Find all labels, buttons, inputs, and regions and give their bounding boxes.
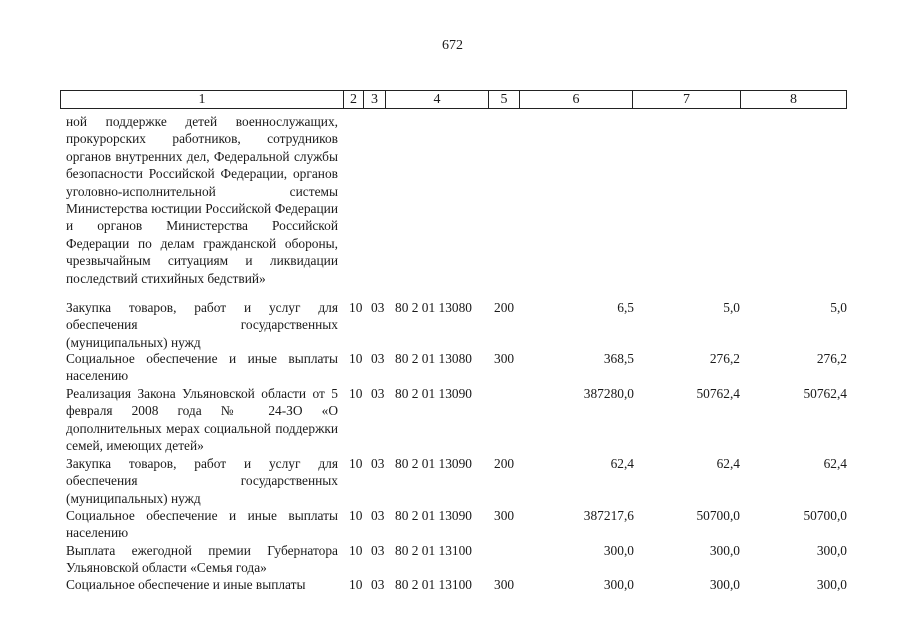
column-header-1: 1 [61,91,344,108]
column-header-4: 4 [386,91,489,108]
row-name: Реализация Закона Ульяновской области от 5 февраля 2008 года № 24-ЗО «О дополнительных мерах социальной поддержки семей, имеющих детей» [66,386,338,454]
cell-amount-col8: 300,0 [816,577,847,592]
cell-section: 10 [349,386,363,401]
cell-section: 10 [349,456,363,471]
cell-subsection: 03 [371,508,385,523]
row-name: Закупка товаров, работ и услуг для обеспечения государственных (муниципальных) нужд [66,300,338,350]
cell-section: 10 [349,577,363,592]
cell-target-code: 80 2 01 13080 [395,300,472,315]
column-header-2: 2 [344,91,364,108]
cell-expense-type: 200 [494,300,515,315]
cell-target-code: 80 2 01 13090 [395,386,472,401]
cell-subsection: 03 [371,386,385,401]
cell-amount-col7: 50762,4 [696,386,740,401]
cell-section: 10 [349,508,363,523]
cell-amount-col7: 50700,0 [696,508,740,523]
cell-target-code: 80 2 01 13080 [395,351,472,366]
cell-target-code: 80 2 01 13100 [395,577,472,592]
cell-amount-col8: 5,0 [830,300,847,315]
cell-target-code: 80 2 01 13090 [395,456,472,471]
row-name: Социальное обеспечение и иные выплаты [66,577,306,592]
cell-amount-col6: 300,0 [603,543,634,558]
column-header-6: 6 [520,91,633,108]
cell-amount-col6: 387280,0 [583,386,634,401]
cell-section: 10 [349,300,363,315]
cell-amount-col7: 300,0 [709,543,740,558]
cell-subsection: 03 [371,577,385,592]
cell-target-code: 80 2 01 13100 [395,543,472,558]
row-name: Социальное обеспечение и иные выплаты населению [66,351,338,384]
cell-amount-col7: 62,4 [716,456,740,471]
cell-amount-col6: 368,5 [603,351,634,366]
cell-subsection: 03 [371,456,385,471]
cell-amount-col7: 300,0 [709,577,740,592]
row-name: Социальное обеспечение и иные выплаты населению [66,508,338,541]
cell-amount-col8: 300,0 [816,543,847,558]
column-header-5: 5 [489,91,520,108]
cell-amount-col7: 276,2 [709,351,740,366]
cell-amount-col6: 6,5 [617,300,634,315]
table-header [60,90,847,109]
cell-target-code: 80 2 01 13090 [395,508,472,523]
page-number: 672 [442,38,463,53]
row-name: Закупка товаров, работ и услуг для обеспечения государственных (муниципальных) нужд [66,456,338,506]
cell-subsection: 03 [371,300,385,315]
cell-expense-type: 300 [494,351,515,366]
cell-amount-col6: 387217,6 [583,508,634,523]
cell-expense-type: 200 [494,456,515,471]
row-name: ной поддержке детей военнослужащих, прокурорских работников, сотрудников органов внутренних дел, Федеральной службы безопасности Российской Федерации, органов уголовно-исполнительной системы Министерства юстиции Российской Федерации и органов Министерства Российской Федерации по делам гражданской обороны, чрезвычайным ситуациям и ликвидации последствий стихийных бедствий» [66,114,338,286]
cell-amount-col8: 276,2 [816,351,847,366]
column-header-7: 7 [633,91,741,108]
cell-section: 10 [349,543,363,558]
cell-expense-type: 300 [494,508,515,523]
cell-amount-col8: 62,4 [823,456,847,471]
cell-amount-col8: 50700,0 [803,508,847,523]
cell-amount-col8: 50762,4 [803,386,847,401]
cell-amount-col6: 300,0 [603,577,634,592]
column-header-8: 8 [790,92,797,107]
cell-subsection: 03 [371,543,385,558]
cell-amount-col6: 62,4 [610,456,634,471]
cell-expense-type: 300 [494,577,515,592]
cell-subsection: 03 [371,351,385,366]
cell-section: 10 [349,351,363,366]
row-name: Выплата ежегодной премии Губернатора Ульяновской области «Семья года» [66,543,338,576]
column-header-3: 3 [364,91,386,108]
cell-amount-col7: 5,0 [723,300,740,315]
